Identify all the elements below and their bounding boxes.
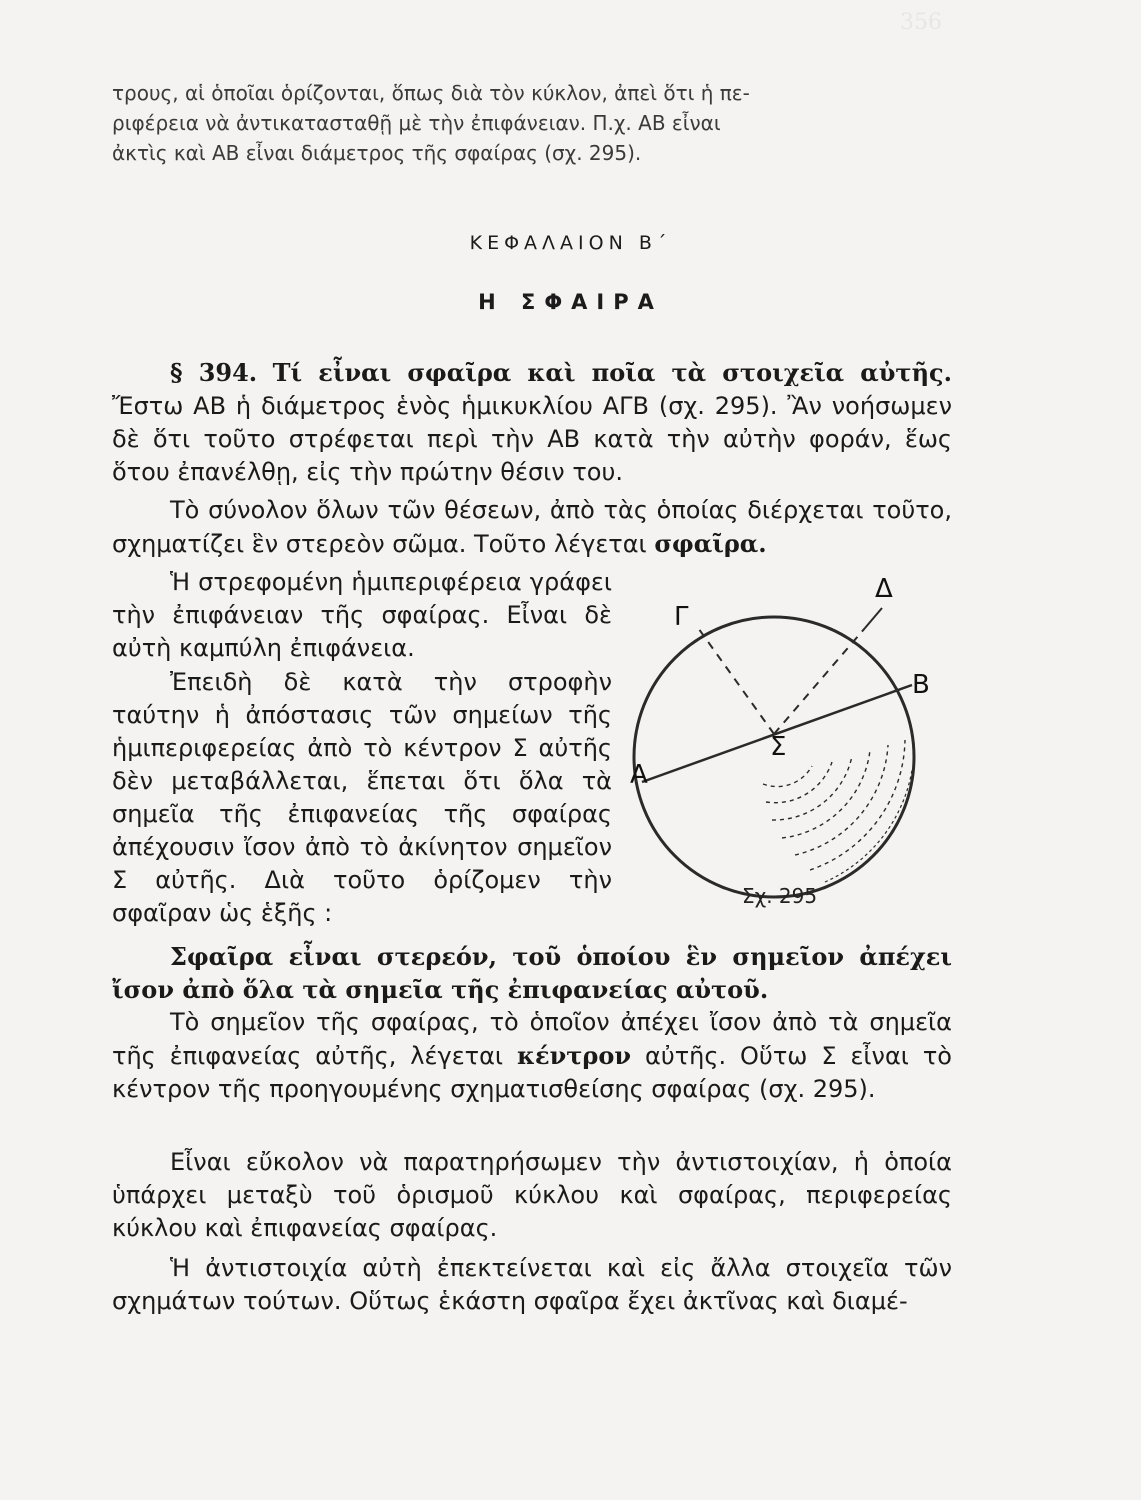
continued-paragraph bbox=[112, 78, 952, 168]
section-heading: Τί εἶναι σφαῖρα καὶ ποῖα τὰ στοιχεῖα αὐτῆς. bbox=[272, 358, 952, 387]
correspondence-paragraph: Εἶναι εὔκολον νὰ παρατηρήσωμεν τὴν ἀντιστοιχίαν, ἡ ὁποία ὑπάρχει μεταξὺ τοῦ ὁρισμοῦ κύκλου καὶ σφαίρας, περιφερείας κύκλου καὶ ἐπιφανείας σφαίρας. bbox=[112, 1148, 952, 1242]
chapter-number: ΚΕΦΑΛΑΙΟΝ Β΄ bbox=[469, 232, 672, 254]
center-text-a: Τὸ σημεῖον τῆς σφαίρας, τὸ ὁποῖον ἀπέχει ἴσον ἀπὸ τὰ σημεῖα τῆς ἐπιφανείας αὐτῆς, λέγεται bbox=[112, 1008, 952, 1070]
label-gamma: Γ bbox=[674, 602, 689, 632]
sphere-formation-text: Τὸ σύνολον ὅλων τῶν θέσεων, ἀπὸ τὰς ὁποίας διέρχεται τοῦτο, σχηματίζει ἓν στερεὸν σῶμα. Τοῦτο λέγεται bbox=[112, 496, 952, 558]
extension-paragraph: Ἡ ἀντιστοιχία αὐτὴ ἐπεκτείνεται καὶ εἰς ἄλλα στοιχεῖα τῶν σχημάτων τούτων. Οὕτως ἑκάστη σφαῖρα ἔχει ἀκτῖνας καὶ διαμέ- bbox=[112, 1254, 952, 1315]
term-sphere: σφαῖρα. bbox=[654, 529, 767, 558]
sphere-formation-paragraph bbox=[112, 494, 952, 561]
label-delta: Δ bbox=[875, 574, 893, 604]
figure-caption: Σχ. 295 bbox=[742, 884, 818, 908]
radius-sigma-gamma bbox=[696, 625, 774, 734]
label-alpha: Α bbox=[630, 760, 648, 790]
bleed-through-text: 356 bbox=[900, 10, 942, 35]
sphere-definition: Σφαῖρα εἶναι στερεόν, τοῦ ὁποίου ἓν σημεῖον ἀπέχει ἴσον ἀπὸ ὅλα τὰ σημεῖα τῆς ἐπιφανείας αὐτοῦ. bbox=[112, 942, 952, 1004]
label-beta: Β bbox=[912, 670, 930, 700]
tick-delta bbox=[865, 608, 882, 628]
section-intro-text: Ἔστω ΑΒ ἡ διάμετρος ἑνὸς ἡμικυκλίου ΑΓΒ (σχ. 295). Ἂν νοήσωμεν δὲ ὅτι τοῦτο στρέφεται περὶ τὴν ΑΒ κατὰ τὴν αὐτὴν φοράν, ἕως ὅτου ἐπανέλθῃ, εἰς τὴν πρώτην θέσιν του. bbox=[112, 392, 952, 486]
center-paragraph bbox=[112, 1006, 952, 1106]
surface-paragraph: Ἡ στρεφομένη ἡμιπεριφέρεια γράφει τὴν ἐπιφάνειαν τῆς σφαίρας. Εἶναι δὲ αὐτὴ καμπύλη ἐπιφάνεια. bbox=[112, 568, 612, 662]
chapter-title: Η ΣΦΑΙΡΑ bbox=[478, 290, 663, 314]
label-sigma: Σ bbox=[770, 732, 787, 762]
section-number: § 394. bbox=[170, 358, 258, 387]
continued-line-3: ἀκτὶς καὶ ΑΒ εἶναι διάμετρος τῆς σφαίρας (σχ. 295). bbox=[112, 141, 642, 165]
continued-line-1: τρους, αἱ ὁποῖαι ὁρίζονται, ὅπως διὰ τὸν κύκλον, ἀπεὶ ὅτι ἡ πε- bbox=[112, 81, 750, 105]
term-center: κέντρον bbox=[517, 1041, 632, 1070]
center-text-b: αὐτῆς. Οὕτω Σ εἶναι τὸ κέντρον τῆς προηγουμένης σχηματισθείσης σφαίρας (σχ. 295). bbox=[112, 1042, 952, 1103]
figure-295 bbox=[620, 570, 950, 920]
distance-paragraph: Ἐπειδὴ δὲ κατὰ τὴν στροφὴν ταύτην ἡ ἀπόστασις τῶν σημείων τῆς ἡμιπεριφερείας ἀπὸ τὸ κέντρον Σ αὐτῆς δὲν μεταβάλλεται, ἕπεται ὅτι ὅλα τὰ σημεῖα τῆς ἐπιφανείας τῆς σφαίρας ἀπέχουσιν ἴσον ἀπὸ τὸ ἀκίνητον σημεῖον Σ αὐτῆς. Διὰ τοῦτο ὁρίζομεν τὴν σφαῖραν ὡς ἑξῆς : bbox=[112, 668, 612, 927]
continued-line-2: ριφέρεια νὰ ἀντικατασταθῇ μὲ τὴν ἐπιφάνειαν. Π.χ. ΑΒ εἶναι bbox=[112, 111, 721, 135]
section-394-paragraph bbox=[112, 356, 952, 489]
